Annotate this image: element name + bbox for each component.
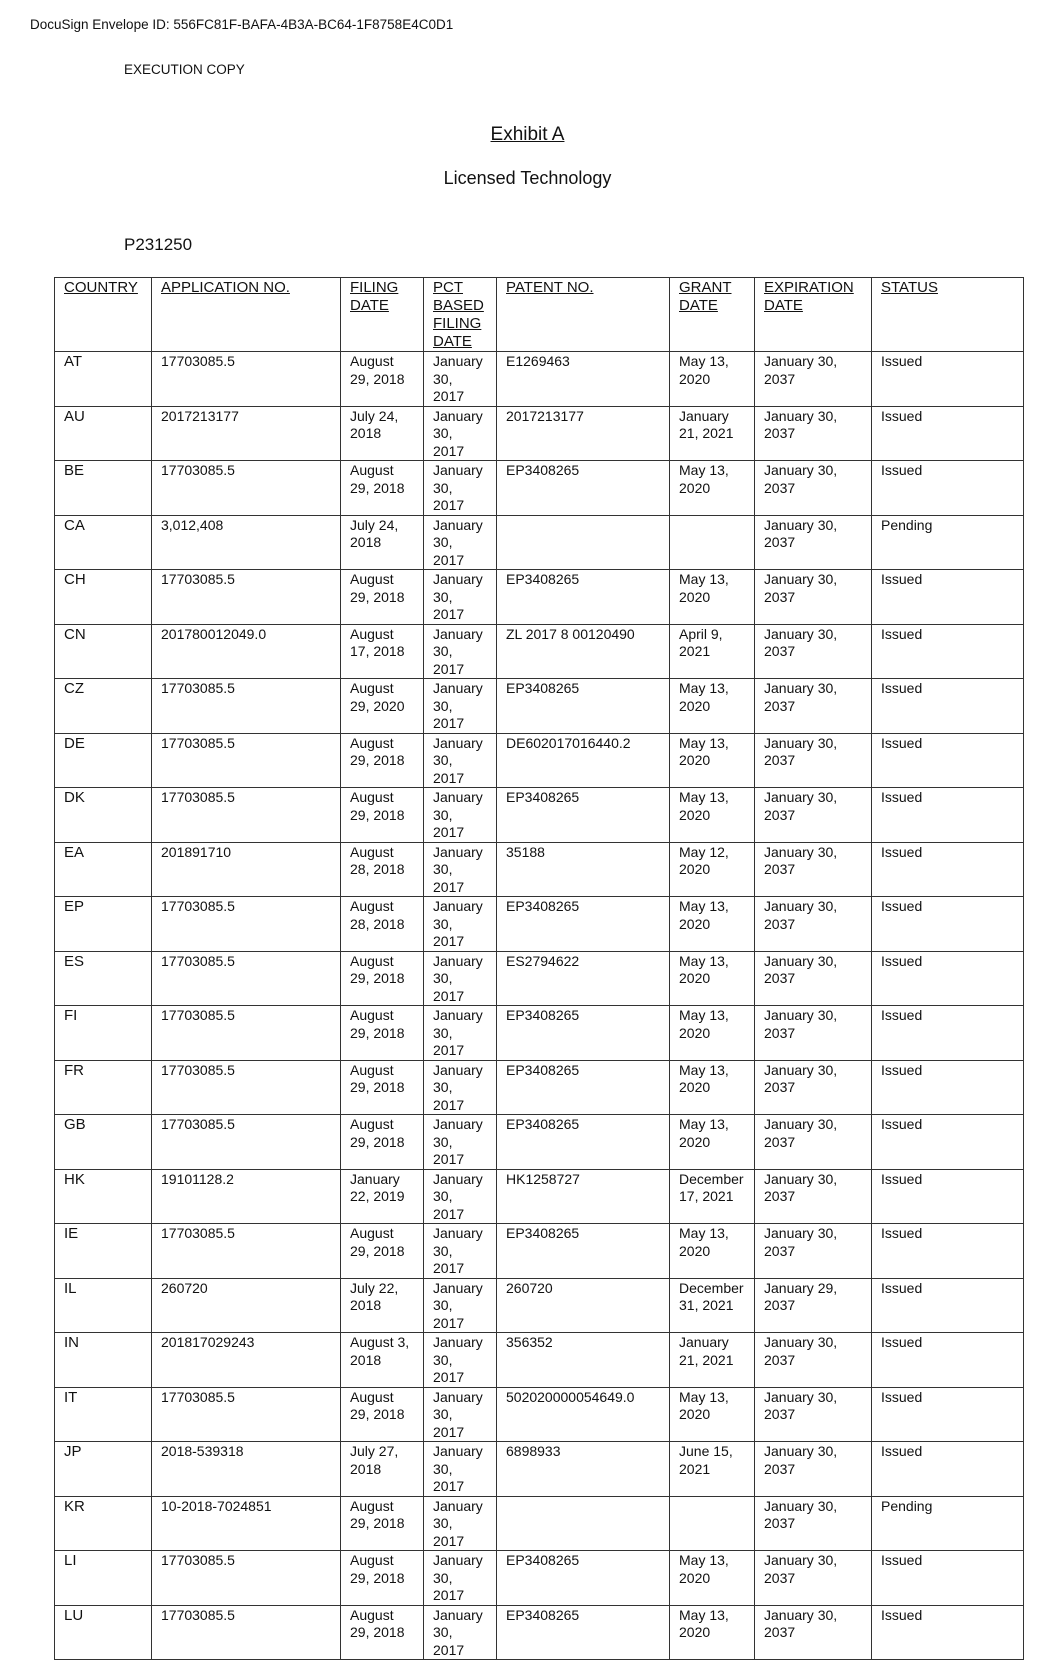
cell-application-no: 17703085.5 <box>152 461 341 516</box>
cell-pct-filing-date: January 30, 2017 <box>424 951 497 1006</box>
cell-application-no: 17703085.5 <box>152 1387 341 1442</box>
table-row <box>55 1333 1024 1388</box>
cell-patent-no: 2017213177 <box>497 406 670 461</box>
cell-grant-date: December 17, 2021 <box>670 1169 755 1224</box>
cell-pct-filing-date: January 30, 2017 <box>424 352 497 407</box>
cell-grant-date: May 13, 2020 <box>670 1115 755 1170</box>
cell-patent-no: DE602017016440.2 <box>497 733 670 788</box>
cell-grant-date: April 9, 2021 <box>670 624 755 679</box>
cell-patent-no: EP3408265 <box>497 1115 670 1170</box>
cell-expiration-date: January 30, 2037 <box>755 1060 872 1115</box>
cell-application-no: 17703085.5 <box>152 1006 341 1061</box>
cell-status: Issued <box>872 1551 1024 1606</box>
cell-grant-date: May 13, 2020 <box>670 461 755 516</box>
cell-pct-filing-date: January 30, 2017 <box>424 570 497 625</box>
cell-country: AT <box>55 352 152 407</box>
table-row <box>55 1115 1024 1170</box>
table-row <box>55 1387 1024 1442</box>
cell-pct-filing-date: January 30, 2017 <box>424 1060 497 1115</box>
cell-application-no: 17703085.5 <box>152 897 341 952</box>
cell-application-no: 17703085.5 <box>152 733 341 788</box>
table-row <box>55 1442 1024 1497</box>
cell-expiration-date: January 30, 2037 <box>755 679 872 734</box>
execution-copy-label: EXECUTION COPY <box>124 62 245 77</box>
cell-filing-date: August 29, 2018 <box>341 1496 424 1551</box>
cell-status: Issued <box>872 406 1024 461</box>
cell-filing-date: August 29, 2018 <box>341 1224 424 1279</box>
table-row <box>55 679 1024 734</box>
cell-application-no: 260720 <box>152 1278 341 1333</box>
cell-status: Issued <box>872 461 1024 516</box>
cell-grant-date: May 13, 2020 <box>670 1006 755 1061</box>
cell-grant-date <box>670 515 755 570</box>
table-row <box>55 1278 1024 1333</box>
cell-filing-date: August 29, 2018 <box>341 461 424 516</box>
cell-pct-filing-date: January 30, 2017 <box>424 1551 497 1606</box>
cell-filing-date: July 22, 2018 <box>341 1278 424 1333</box>
cell-status: Issued <box>872 1060 1024 1115</box>
cell-pct-filing-date: January 30, 2017 <box>424 406 497 461</box>
cell-grant-date: June 15, 2021 <box>670 1442 755 1497</box>
cell-grant-date: May 13, 2020 <box>670 951 755 1006</box>
cell-country: CA <box>55 515 152 570</box>
cell-filing-date: January 22, 2019 <box>341 1169 424 1224</box>
cell-application-no: 2017213177 <box>152 406 341 461</box>
column-header-label: EXPIRATION DATE <box>764 279 854 314</box>
cell-expiration-date: January 30, 2037 <box>755 406 872 461</box>
cell-expiration-date: January 29, 2037 <box>755 1278 872 1333</box>
cell-expiration-date: January 30, 2037 <box>755 1605 872 1660</box>
cell-filing-date: August 17, 2018 <box>341 624 424 679</box>
cell-pct-filing-date: January 30, 2017 <box>424 788 497 843</box>
cell-application-no: 17703085.5 <box>152 788 341 843</box>
cell-status: Issued <box>872 1169 1024 1224</box>
column-header <box>424 278 497 352</box>
cell-status: Issued <box>872 951 1024 1006</box>
cell-status: Issued <box>872 1387 1024 1442</box>
cell-pct-filing-date: January 30, 2017 <box>424 1605 497 1660</box>
table-row <box>55 1551 1024 1606</box>
column-header <box>341 278 424 352</box>
cell-application-no: 17703085.5 <box>152 1605 341 1660</box>
cell-filing-date: August 28, 2018 <box>341 842 424 897</box>
table-row <box>55 788 1024 843</box>
cell-expiration-date: January 30, 2037 <box>755 570 872 625</box>
cell-expiration-date: January 30, 2037 <box>755 1006 872 1061</box>
cell-pct-filing-date: January 30, 2017 <box>424 1169 497 1224</box>
cell-patent-no <box>497 515 670 570</box>
exhibit-subtitle: Licensed Technology <box>443 168 612 188</box>
cell-country: EA <box>55 842 152 897</box>
cell-pct-filing-date: January 30, 2017 <box>424 515 497 570</box>
cell-grant-date: May 13, 2020 <box>670 1060 755 1115</box>
cell-pct-filing-date: January 30, 2017 <box>424 842 497 897</box>
cell-grant-date: May 13, 2020 <box>670 352 755 407</box>
cell-patent-no: 356352 <box>497 1333 670 1388</box>
cell-pct-filing-date: January 30, 2017 <box>424 897 497 952</box>
table-row <box>55 461 1024 516</box>
cell-filing-date: July 24, 2018 <box>341 406 424 461</box>
cell-filing-date: August 29, 2018 <box>341 1115 424 1170</box>
cell-country: KR <box>55 1496 152 1551</box>
cell-pct-filing-date: January 30, 2017 <box>424 733 497 788</box>
cell-country: LI <box>55 1551 152 1606</box>
column-header <box>55 278 152 352</box>
table-row <box>55 733 1024 788</box>
cell-grant-date: December 31, 2021 <box>670 1278 755 1333</box>
column-header-label: COUNTRY <box>64 279 138 296</box>
cell-application-no: 17703085.5 <box>152 570 341 625</box>
cell-country: FR <box>55 1060 152 1115</box>
cell-filing-date: August 29, 2018 <box>341 788 424 843</box>
cell-country: FI <box>55 1006 152 1061</box>
cell-application-no: 17703085.5 <box>152 1115 341 1170</box>
cell-pct-filing-date: January 30, 2017 <box>424 1278 497 1333</box>
cell-country: DK <box>55 788 152 843</box>
cell-patent-no <box>497 1496 670 1551</box>
cell-patent-no: EP3408265 <box>497 897 670 952</box>
cell-expiration-date: January 30, 2037 <box>755 1442 872 1497</box>
cell-application-no: 17703085.5 <box>152 1224 341 1279</box>
cell-expiration-date: January 30, 2037 <box>755 1115 872 1170</box>
column-header <box>755 278 872 352</box>
cell-application-no: 17703085.5 <box>152 951 341 1006</box>
cell-expiration-date: January 30, 2037 <box>755 624 872 679</box>
cell-application-no: 2018-539318 <box>152 1442 341 1497</box>
cell-filing-date: July 24, 2018 <box>341 515 424 570</box>
column-header-label: STATUS <box>881 279 938 296</box>
cell-status: Issued <box>872 1442 1024 1497</box>
cell-status: Issued <box>872 733 1024 788</box>
cell-filing-date: August 29, 2018 <box>341 1387 424 1442</box>
cell-application-no: 17703085.5 <box>152 352 341 407</box>
cell-status: Issued <box>872 1278 1024 1333</box>
cell-patent-no: ES2794622 <box>497 951 670 1006</box>
table-row <box>55 570 1024 625</box>
cell-status: Pending <box>872 515 1024 570</box>
cell-patent-no: EP3408265 <box>497 788 670 843</box>
cell-country: BE <box>55 461 152 516</box>
cell-pct-filing-date: January 30, 2017 <box>424 624 497 679</box>
cell-filing-date: August 29, 2018 <box>341 733 424 788</box>
cell-country: JP <box>55 1442 152 1497</box>
cell-pct-filing-date: January 30, 2017 <box>424 1387 497 1442</box>
column-header-label: FILING DATE <box>350 279 399 314</box>
cell-grant-date: May 13, 2020 <box>670 1387 755 1442</box>
cell-filing-date: August 29, 2018 <box>341 1551 424 1606</box>
cell-application-no: 17703085.5 <box>152 1551 341 1606</box>
cell-filing-date: August 28, 2018 <box>341 897 424 952</box>
table-row <box>55 1006 1024 1061</box>
cell-patent-no: EP3408265 <box>497 1605 670 1660</box>
cell-grant-date: May 13, 2020 <box>670 788 755 843</box>
cell-grant-date: May 13, 2020 <box>670 679 755 734</box>
table-row <box>55 951 1024 1006</box>
cell-status: Issued <box>872 897 1024 952</box>
cell-country: LU <box>55 1605 152 1660</box>
table-row <box>55 515 1024 570</box>
column-header <box>670 278 755 352</box>
table-row <box>55 1496 1024 1551</box>
cell-expiration-date: January 30, 2037 <box>755 1551 872 1606</box>
cell-country: IN <box>55 1333 152 1388</box>
cell-expiration-date: January 30, 2037 <box>755 897 872 952</box>
cell-country: ES <box>55 951 152 1006</box>
cell-patent-no: EP3408265 <box>497 1060 670 1115</box>
cell-expiration-date: January 30, 2037 <box>755 515 872 570</box>
cell-country: CZ <box>55 679 152 734</box>
column-header-label: GRANT DATE <box>679 279 732 314</box>
table-row <box>55 406 1024 461</box>
column-header-label: PCT BASED FILING DATE <box>433 279 484 350</box>
cell-application-no: 19101128.2 <box>152 1169 341 1224</box>
cell-country: DE <box>55 733 152 788</box>
table-row <box>55 1224 1024 1279</box>
cell-filing-date: August 29, 2018 <box>341 951 424 1006</box>
cell-expiration-date: January 30, 2037 <box>755 1333 872 1388</box>
cell-pct-filing-date: January 30, 2017 <box>424 461 497 516</box>
cell-country: CN <box>55 624 152 679</box>
cell-country: EP <box>55 897 152 952</box>
cell-filing-date: August 29, 2018 <box>341 1006 424 1061</box>
cell-filing-date: August 29, 2018 <box>341 1605 424 1660</box>
cell-patent-no: EP3408265 <box>497 1006 670 1061</box>
cell-status: Issued <box>872 788 1024 843</box>
cell-expiration-date: January 30, 2037 <box>755 1169 872 1224</box>
cell-application-no: 10-2018-7024851 <box>152 1496 341 1551</box>
cell-patent-no: EP3408265 <box>497 679 670 734</box>
cell-filing-date: August 3, 2018 <box>341 1333 424 1388</box>
cell-country: IL <box>55 1278 152 1333</box>
cell-patent-no: E1269463 <box>497 352 670 407</box>
cell-country: IT <box>55 1387 152 1442</box>
cell-patent-no: EP3408265 <box>497 1551 670 1606</box>
cell-filing-date: July 27, 2018 <box>341 1442 424 1497</box>
cell-status: Issued <box>872 624 1024 679</box>
cell-filing-date: August 29, 2020 <box>341 679 424 734</box>
cell-status: Issued <box>872 1006 1024 1061</box>
table-row <box>55 352 1024 407</box>
cell-expiration-date: January 30, 2037 <box>755 1496 872 1551</box>
cell-pct-filing-date: January 30, 2017 <box>424 1496 497 1551</box>
column-header-label: APPLICATION NO. <box>161 279 290 296</box>
cell-expiration-date: January 30, 2037 <box>755 733 872 788</box>
cell-grant-date: May 13, 2020 <box>670 1605 755 1660</box>
cell-status: Issued <box>872 679 1024 734</box>
cell-filing-date: August 29, 2018 <box>341 570 424 625</box>
cell-grant-date: May 13, 2020 <box>670 897 755 952</box>
column-header <box>872 278 1024 352</box>
table-row <box>55 842 1024 897</box>
cell-grant-date <box>670 1496 755 1551</box>
cell-filing-date: August 29, 2018 <box>341 352 424 407</box>
cell-patent-no: 260720 <box>497 1278 670 1333</box>
cell-pct-filing-date: January 30, 2017 <box>424 679 497 734</box>
cell-status: Issued <box>872 1605 1024 1660</box>
cell-filing-date: August 29, 2018 <box>341 1060 424 1115</box>
column-header <box>152 278 341 352</box>
column-header-label: PATENT NO. <box>506 279 594 296</box>
cell-grant-date: May 13, 2020 <box>670 1224 755 1279</box>
cell-grant-date: May 13, 2020 <box>670 733 755 788</box>
cell-patent-no: EP3408265 <box>497 570 670 625</box>
cell-expiration-date: January 30, 2037 <box>755 352 872 407</box>
cell-country: CH <box>55 570 152 625</box>
cell-country: HK <box>55 1169 152 1224</box>
cell-pct-filing-date: January 30, 2017 <box>424 1442 497 1497</box>
cell-patent-no: ZL 2017 8 00120490 <box>497 624 670 679</box>
cell-country: IE <box>55 1224 152 1279</box>
cell-status: Issued <box>872 352 1024 407</box>
table-row <box>55 624 1024 679</box>
cell-application-no: 201891710 <box>152 842 341 897</box>
cell-grant-date: May 12, 2020 <box>670 842 755 897</box>
table-row <box>55 1605 1024 1660</box>
cell-patent-no: EP3408265 <box>497 461 670 516</box>
cell-grant-date: January 21, 2021 <box>670 406 755 461</box>
reference-number: P231250 <box>124 235 193 254</box>
cell-country: GB <box>55 1115 152 1170</box>
cell-status: Issued <box>872 1224 1024 1279</box>
cell-status: Pending <box>872 1496 1024 1551</box>
table-header-row <box>55 278 1024 352</box>
cell-pct-filing-date: January 30, 2017 <box>424 1333 497 1388</box>
cell-patent-no: 502020000054649.0 <box>497 1387 670 1442</box>
cell-status: Issued <box>872 842 1024 897</box>
cell-patent-no: 35188 <box>497 842 670 897</box>
cell-patent-no: EP3408265 <box>497 1224 670 1279</box>
exhibit-title: Exhibit A <box>490 124 565 145</box>
cell-expiration-date: January 30, 2037 <box>755 842 872 897</box>
column-header <box>497 278 670 352</box>
cell-grant-date: January 21, 2021 <box>670 1333 755 1388</box>
cell-patent-no: HK1258727 <box>497 1169 670 1224</box>
cell-expiration-date: January 30, 2037 <box>755 461 872 516</box>
cell-grant-date: May 13, 2020 <box>670 570 755 625</box>
cell-expiration-date: January 30, 2037 <box>755 788 872 843</box>
cell-patent-no: 6898933 <box>497 1442 670 1497</box>
cell-grant-date: May 13, 2020 <box>670 1551 755 1606</box>
cell-pct-filing-date: January 30, 2017 <box>424 1115 497 1170</box>
envelope-id: DocuSign Envelope ID: 556FC81F-BAFA-4B3A-BC64-1F8758E4C0D1 <box>30 17 454 32</box>
cell-pct-filing-date: January 30, 2017 <box>424 1224 497 1279</box>
table-row <box>55 1060 1024 1115</box>
cell-expiration-date: January 30, 2037 <box>755 951 872 1006</box>
cell-application-no: 201780012049.0 <box>152 624 341 679</box>
table-row <box>55 1169 1024 1224</box>
cell-application-no: 17703085.5 <box>152 679 341 734</box>
cell-status: Issued <box>872 1115 1024 1170</box>
cell-expiration-date: January 30, 2037 <box>755 1387 872 1442</box>
cell-pct-filing-date: January 30, 2017 <box>424 1006 497 1061</box>
cell-application-no: 3,012,408 <box>152 515 341 570</box>
patent-table <box>54 277 1024 1660</box>
table-row <box>55 897 1024 952</box>
cell-expiration-date: January 30, 2037 <box>755 1224 872 1279</box>
cell-application-no: 201817029243 <box>152 1333 341 1388</box>
cell-status: Issued <box>872 1333 1024 1388</box>
cell-application-no: 17703085.5 <box>152 1060 341 1115</box>
cell-country: AU <box>55 406 152 461</box>
cell-status: Issued <box>872 570 1024 625</box>
